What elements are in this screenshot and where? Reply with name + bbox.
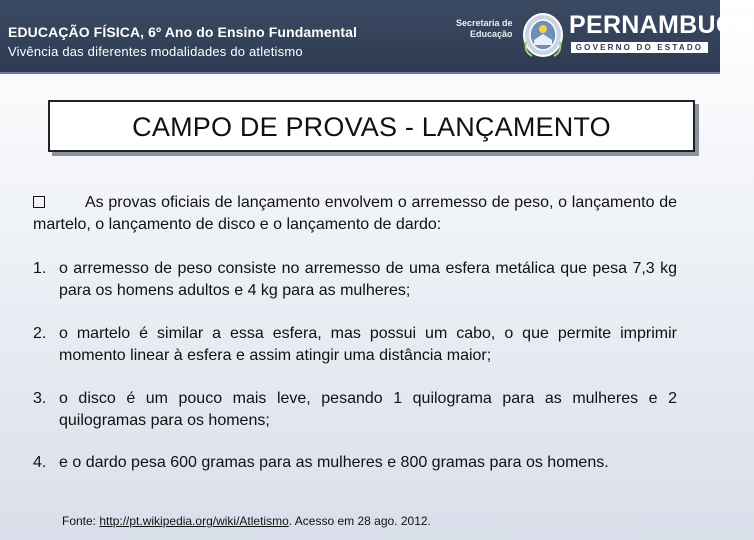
list-item	[33, 258, 677, 302]
secretaria-label	[456, 18, 513, 40]
course-title: EDUCAÇÃO FÍSICA, 6º Ano do Ensino Fundamental	[8, 24, 357, 40]
list-item-number: 4.	[33, 454, 47, 471]
intro-text: As provas oficiais de lançamento envolvem o arremesso de peso, o lançamento de martelo, o lançamento de disco e o lançamento de dardo:	[33, 194, 677, 233]
brand-subtitle: GOVERNO DO ESTADO	[571, 42, 708, 53]
slide-title-box	[48, 100, 695, 152]
slide-title: CAMPO DE PROVAS - LANÇAMENTO	[132, 112, 611, 142]
source-prefix: Fonte:	[62, 514, 100, 528]
list-item	[33, 452, 677, 474]
list-item	[33, 323, 677, 367]
slide-content	[33, 192, 677, 474]
list-item	[33, 388, 677, 432]
list-item-number: 2.	[33, 325, 47, 342]
checkbox-bullet-icon	[33, 196, 45, 208]
source-citation	[62, 514, 431, 528]
list-item-text: o disco é um pouco mais leve, pesando 1 quilograma para as mulheres e 2 quilogramas para os homens;	[59, 390, 677, 429]
source-suffix: . Acesso em 28 ago. 2012.	[288, 514, 431, 528]
list-item-text: o arremesso de peso consiste no arremesso de uma esfera metálica que pesa 7,3 kg para os homens adultos e 4 kg para as mulheres;	[59, 260, 677, 299]
intro-paragraph	[33, 192, 677, 236]
course-subtitle: Vivência das diferentes modalidades do atletismo	[8, 44, 303, 59]
source-link[interactable]: http://pt.wikipedia.org/wiki/Atletismo	[99, 514, 289, 528]
secretaria-line2: Educação	[470, 29, 513, 39]
numbered-list	[33, 258, 677, 474]
state-crest-icon	[522, 12, 564, 58]
secretaria-line1: Secretaria de	[456, 18, 513, 28]
list-item-number: 3.	[33, 390, 47, 407]
list-item-text: e o dardo pesa 600 gramas para as mulheres e 800 gramas para os homens.	[59, 454, 609, 471]
list-item-number: 1.	[33, 260, 47, 277]
header-bar	[0, 0, 754, 74]
list-item-text: o martelo é similar a essa esfera, mas possui um cabo, o que permite imprimir momento linear à esfera e assim atingir uma distância maior;	[59, 325, 677, 364]
brand-wordmark: PERNAMBUCO	[569, 11, 754, 39]
